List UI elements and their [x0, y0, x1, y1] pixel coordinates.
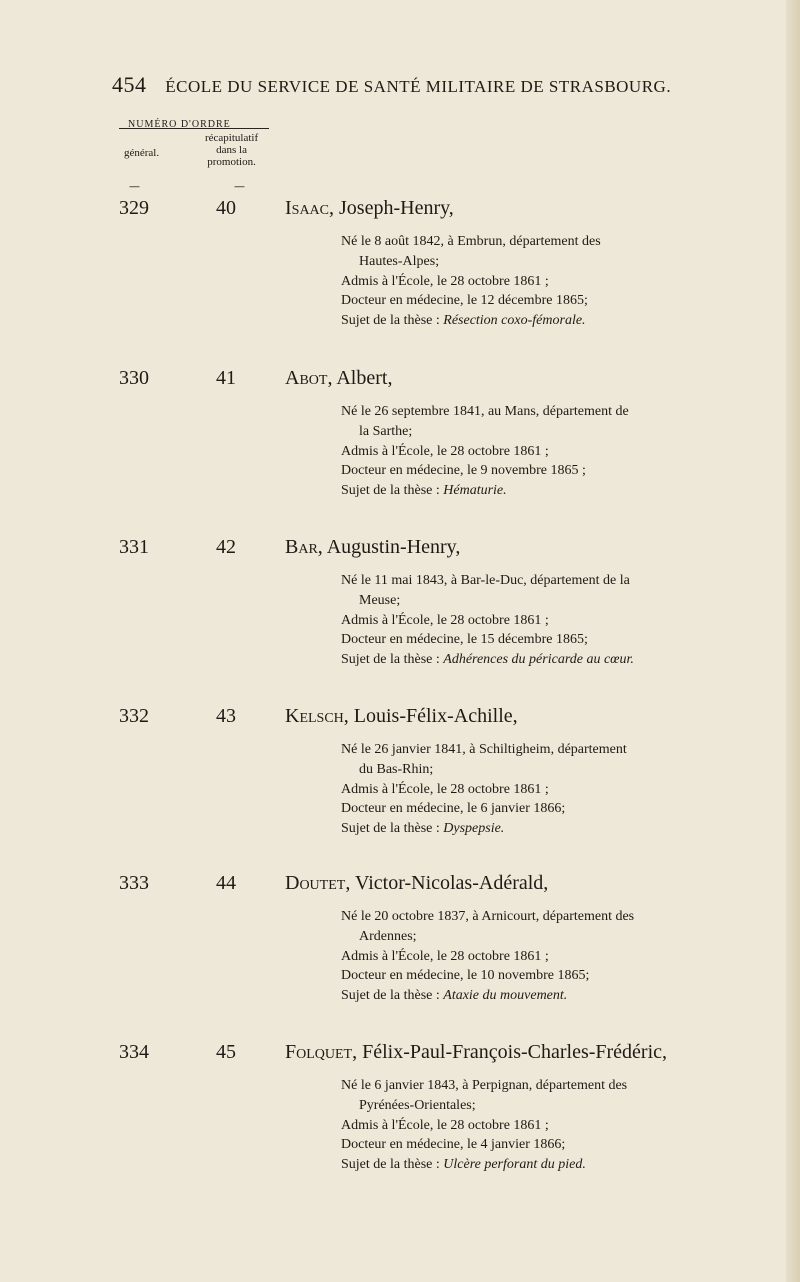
thesis-line: [341, 650, 716, 670]
birth-line: Né le 11 mai 1843, à Bar-le-Duc, département de la: [341, 573, 630, 588]
admission-line: Admis à l'École, le 28 octobre 1861 ;: [341, 781, 549, 797]
birth-line: Né le 26 septembre 1841, au Mans, département de: [341, 404, 629, 419]
number-recap: 43: [216, 705, 236, 727]
column-brace: [119, 128, 269, 131]
doctorate-line: Docteur en médecine, le 9 novembre 1865 ;: [341, 463, 586, 479]
thesis-title: Dyspepsie.: [443, 821, 505, 837]
page-number: 454: [112, 72, 147, 97]
thesis-label: Sujet de la thèse :: [341, 313, 444, 329]
admission-line: Admis à l'École, le 28 octobre 1861 ;: [341, 612, 549, 628]
thesis-label: Sujet de la thèse :: [341, 821, 444, 837]
recap-line-2: dans la: [216, 144, 247, 156]
surname: Folquet,: [285, 1041, 358, 1063]
page-edge: [786, 0, 800, 1282]
thesis-title: Ataxie du mouvement.: [443, 988, 568, 1004]
number-general: 330: [119, 367, 149, 389]
number-recap: 44: [216, 872, 236, 894]
number-general: 333: [119, 872, 149, 894]
birth-line-cont: Ardennes;: [359, 928, 417, 944]
person-name: [285, 872, 548, 895]
admission-line: Admis à l'École, le 28 octobre 1861 ;: [341, 1117, 549, 1133]
thesis-label: Sujet de la thèse :: [341, 988, 444, 1004]
doctorate-line: Docteur en médecine, le 15 décembre 1865;: [341, 632, 588, 648]
surname: Doutet,: [285, 872, 351, 894]
column-heading-general: général.: [124, 147, 160, 159]
thesis-title: Adhérences du péricarde au cœur.: [443, 652, 634, 668]
given-names: Victor-Nicolas-Adérald,: [350, 872, 549, 894]
number-general: 332: [119, 705, 149, 727]
birth-line: Né le 20 octobre 1837, à Arnicourt, département des: [341, 909, 635, 924]
admission-line: Admis à l'École, le 28 octobre 1861 ;: [341, 443, 549, 459]
birth-line-cont: du Bas-Rhin;: [359, 761, 434, 777]
birth-line-cont: Hautes-Alpes;: [359, 253, 440, 269]
thesis-line: [341, 819, 716, 839]
thesis-label: Sujet de la thèse :: [341, 652, 444, 668]
thesis-title: Hématurie.: [443, 483, 507, 499]
birth-line: Né le 6 janvier 1843, à Perpignan, département des: [341, 1078, 628, 1093]
entry-details: [341, 232, 716, 331]
person-name: [285, 705, 518, 728]
entry-details: [341, 907, 716, 1006]
recap-line-3: promotion.: [207, 156, 256, 168]
birth-line: Né le 8 août 1842, à Embrun, département des: [341, 234, 601, 249]
given-names: Augustin-Henry,: [322, 536, 461, 558]
birth-line: Né le 26 janvier 1841, à Schiltigheim, département: [341, 742, 627, 757]
number-recap: 41: [216, 367, 236, 389]
number-general: 334: [119, 1041, 149, 1063]
number-general: 331: [119, 536, 149, 558]
given-names: Albert,: [332, 367, 393, 389]
recap-line-1: récapitulatif: [205, 132, 259, 144]
doctorate-line: Docteur en médecine, le 12 décembre 1865;: [341, 293, 588, 309]
page-title: ÉCOLE DU SERVICE DE SANTÉ MILITAIRE DE STRASBOURG.: [165, 77, 672, 96]
birth-line-cont: Meuse;: [359, 592, 401, 608]
surname: Bar,: [285, 536, 323, 558]
given-names: Joseph-Henry,: [334, 197, 454, 219]
number-general: 329: [119, 197, 149, 219]
person-name: [285, 1041, 667, 1064]
birth-line-cont: la Sarthe;: [359, 423, 413, 439]
entry-details: [341, 1076, 716, 1175]
entry-details: [341, 402, 716, 501]
column-heading-numero: NUMÉRO D'ORDRE: [128, 119, 231, 130]
entry-details: [341, 740, 716, 839]
person-name: [285, 536, 460, 559]
given-names: Louis-Félix-Achille,: [348, 705, 518, 727]
surname: Isaac,: [285, 197, 335, 219]
page-header: [112, 72, 732, 98]
doctorate-line: Docteur en médecine, le 4 janvier 1866;: [341, 1137, 566, 1153]
thesis-label: Sujet de la thèse :: [341, 483, 444, 499]
doctorate-line: Docteur en médecine, le 10 novembre 1865;: [341, 968, 590, 984]
dash-recap: —: [234, 180, 245, 193]
thesis-label: Sujet de la thèse :: [341, 1157, 444, 1173]
surname: Kelsch,: [285, 705, 349, 727]
surname: Abot,: [285, 367, 333, 389]
entry-details: [341, 571, 716, 670]
person-name: [285, 197, 454, 220]
number-recap: 42: [216, 536, 236, 558]
given-names: Félix-Paul-François-Charles-Frédéric,: [357, 1041, 668, 1063]
column-heading-recap: [205, 132, 258, 168]
number-recap: 45: [216, 1041, 236, 1063]
thesis-line: [341, 1155, 716, 1175]
doctorate-line: Docteur en médecine, le 6 janvier 1866;: [341, 801, 566, 817]
thesis-line: [341, 481, 716, 501]
admission-line: Admis à l'École, le 28 octobre 1861 ;: [341, 948, 549, 964]
thesis-line: [341, 311, 716, 331]
number-recap: 40: [216, 197, 236, 219]
admission-line: Admis à l'École, le 28 octobre 1861 ;: [341, 273, 549, 289]
thesis-title: Résection coxo-fémorale.: [443, 313, 586, 329]
thesis-line: [341, 986, 716, 1006]
person-name: [285, 367, 392, 390]
thesis-title: Ulcère perforant du pied.: [443, 1157, 586, 1173]
birth-line-cont: Pyrénées-Orientales;: [359, 1097, 476, 1113]
dash-general: —: [129, 180, 140, 193]
